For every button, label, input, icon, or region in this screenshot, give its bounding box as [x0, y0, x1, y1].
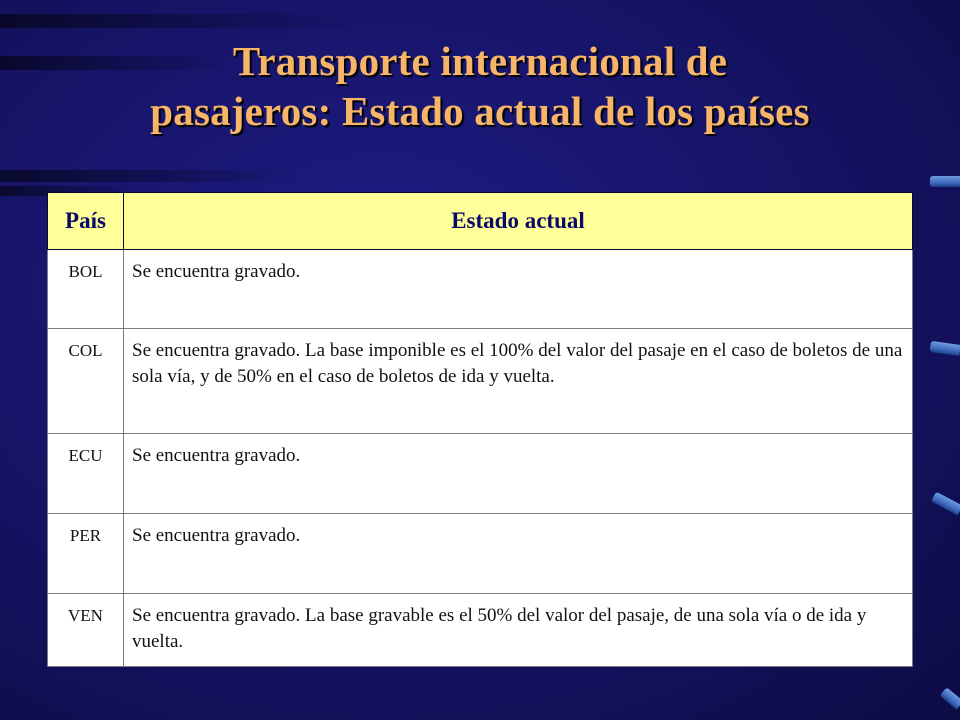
status-cell: Se encuentra gravado.	[124, 514, 913, 594]
status-cell: Se encuentra gravado.	[124, 250, 913, 329]
slide-title	[40, 36, 920, 136]
decorative-dash	[930, 341, 960, 356]
status-cell: Se encuentra gravado. La base imponible es el 100% del valor del pasaje en el caso de boletos de una sola vía, y de 50% en el caso de boletos de ida y vuelta.	[124, 329, 913, 434]
header-status: Estado actual	[124, 193, 913, 250]
status-cell: Se encuentra gravado. La base gravable es el 50% del valor del pasaje, de una sola vía o de ida y vuelta.	[124, 594, 913, 667]
table-row	[48, 434, 913, 514]
table-row	[48, 250, 913, 329]
country-code-cell: COL	[48, 329, 124, 434]
status-table	[47, 192, 913, 667]
table-row	[48, 514, 913, 594]
decorative-dash	[940, 687, 960, 710]
title-line-2: pasajeros: Estado actual de los países	[150, 88, 810, 134]
table-row	[48, 329, 913, 434]
country-code-cell: BOL	[48, 250, 124, 329]
decorative-streak	[0, 170, 300, 182]
title-line-1: Transporte internacional de	[232, 38, 728, 84]
decorative-dash	[931, 492, 960, 516]
table-row	[48, 594, 913, 667]
status-cell: Se encuentra gravado.	[124, 434, 913, 514]
status-table-container	[47, 192, 912, 667]
header-country: País	[48, 193, 124, 250]
country-code-cell: ECU	[48, 434, 124, 514]
decorative-streak	[0, 14, 360, 28]
table-header-row	[48, 193, 913, 250]
country-code-cell: PER	[48, 514, 124, 594]
country-code-cell: VEN	[48, 594, 124, 667]
decorative-dash	[930, 176, 960, 187]
